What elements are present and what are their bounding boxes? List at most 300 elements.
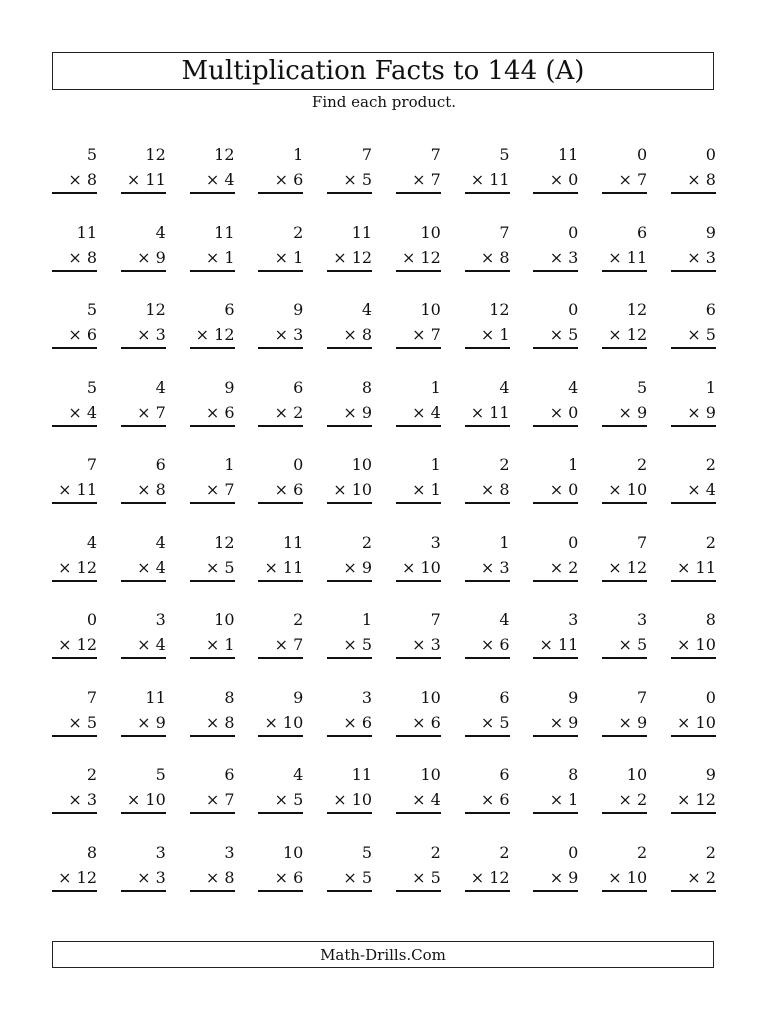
problem xyxy=(190,297,235,375)
multiplier: × 10 xyxy=(327,478,372,504)
problem xyxy=(396,375,441,453)
multiplier: × 12 xyxy=(602,556,647,582)
multiplier: × 0 xyxy=(533,168,578,194)
multiplicand: 4 xyxy=(499,610,510,629)
problem xyxy=(190,685,235,763)
multiplier: × 5 xyxy=(602,633,647,659)
multiplier: × 12 xyxy=(602,323,647,349)
multiplicand: 11 xyxy=(214,222,235,242)
multiplier: × 1 xyxy=(190,633,235,659)
multiplier: × 6 xyxy=(465,633,510,659)
problem xyxy=(671,840,716,918)
problem xyxy=(396,685,441,763)
multiplicand: 12 xyxy=(145,145,166,164)
multiplier: × 11 xyxy=(465,401,510,427)
multiplier: × 6 xyxy=(52,323,97,349)
problem-row xyxy=(52,142,716,220)
problem xyxy=(327,607,372,685)
multiplicand: 0 xyxy=(568,222,579,242)
multiplicand: 8 xyxy=(224,687,235,707)
problem xyxy=(327,220,372,298)
problem-row xyxy=(52,220,716,298)
multiplicand: 7 xyxy=(430,610,441,629)
multiplier: × 5 xyxy=(190,556,235,582)
multiplicand: 3 xyxy=(155,842,166,862)
problem xyxy=(671,375,716,453)
multiplicand: 0 xyxy=(568,532,579,552)
multiplicand: 5 xyxy=(86,377,97,397)
multiplicand: 6 xyxy=(155,455,166,474)
problem xyxy=(602,762,647,840)
multiplier: × 5 xyxy=(258,788,303,814)
multiplicand: 4 xyxy=(86,532,97,552)
multiplier: × 8 xyxy=(190,711,235,737)
multiplicand: 2 xyxy=(293,610,304,629)
multiplicand: 9 xyxy=(224,377,235,397)
multiplier: × 6 xyxy=(258,168,303,194)
multiplicand: 1 xyxy=(430,377,441,397)
multiplier: × 10 xyxy=(671,633,716,659)
multiplicand: 10 xyxy=(214,610,235,629)
multiplier: × 11 xyxy=(465,168,510,194)
multiplicand: 8 xyxy=(361,377,373,397)
multiplicand: 6 xyxy=(224,300,235,319)
multiplicand: 6 xyxy=(293,377,304,397)
multiplier: × 11 xyxy=(52,478,97,504)
problem xyxy=(602,297,647,375)
problem xyxy=(52,685,97,763)
problem xyxy=(465,607,510,685)
problem xyxy=(258,685,303,763)
multiplier: × 6 xyxy=(190,401,235,427)
multiplicand: 10 xyxy=(420,222,441,242)
problem xyxy=(121,840,166,918)
multiplicand: 0 xyxy=(293,455,304,474)
multiplicand: 0 xyxy=(636,145,648,164)
multiplier: × 9 xyxy=(327,401,372,427)
multiplier: × 6 xyxy=(258,866,303,892)
multiplicand: 2 xyxy=(705,532,716,552)
problem xyxy=(396,452,441,530)
worksheet-title-text: Multiplication Facts to 144 (A) xyxy=(181,56,585,86)
multiplicand: 1 xyxy=(293,145,304,164)
multiplier: × 5 xyxy=(671,323,716,349)
problem-row xyxy=(52,762,716,840)
multiplier: × 3 xyxy=(258,323,303,349)
multiplicand: 10 xyxy=(351,455,373,474)
problem xyxy=(533,840,578,918)
problem xyxy=(258,762,303,840)
multiplier: × 7 xyxy=(190,788,235,814)
multiplicand: 1 xyxy=(430,455,441,474)
multiplier: × 10 xyxy=(602,478,647,504)
multiplicand: 9 xyxy=(568,687,579,707)
multiplicand: 9 xyxy=(293,687,304,707)
multiplicand: 0 xyxy=(568,842,579,862)
multiplier: × 12 xyxy=(52,633,97,659)
problem xyxy=(465,685,510,763)
multiplier: × 1 xyxy=(190,246,235,272)
multiplicand: 12 xyxy=(489,300,510,319)
problem xyxy=(396,762,441,840)
multiplicand: 1 xyxy=(705,377,716,397)
multiplier: × 5 xyxy=(327,633,372,659)
problem xyxy=(465,220,510,298)
multiplier: × 8 xyxy=(465,246,510,272)
problem xyxy=(671,297,716,375)
problem xyxy=(327,375,372,453)
problem xyxy=(52,375,97,453)
multiplicand: 6 xyxy=(499,765,510,784)
problem xyxy=(465,297,510,375)
multiplicand: 0 xyxy=(86,610,97,629)
problem xyxy=(533,452,578,530)
problem xyxy=(533,762,578,840)
problem xyxy=(671,530,716,608)
problem xyxy=(52,607,97,685)
multiplicand: 7 xyxy=(430,145,441,164)
multiplicand: 7 xyxy=(86,455,97,474)
multiplicand: 7 xyxy=(499,222,510,242)
multiplicand: 10 xyxy=(282,842,304,862)
problem xyxy=(602,685,647,763)
multiplier: × 5 xyxy=(465,711,510,737)
multiplier: × 11 xyxy=(121,168,166,194)
multiplier: × 12 xyxy=(671,788,716,814)
multiplier: × 4 xyxy=(671,478,716,504)
problem xyxy=(327,142,372,220)
multiplier: × 3 xyxy=(121,866,166,892)
problem xyxy=(258,530,303,608)
multiplicand: 6 xyxy=(636,222,648,242)
problem xyxy=(602,530,647,608)
multiplier: × 9 xyxy=(121,246,166,272)
multiplicand: 8 xyxy=(86,842,97,862)
problem xyxy=(671,607,716,685)
multiplicand: 12 xyxy=(626,300,648,319)
problem xyxy=(121,762,166,840)
footer-text: Math-Drills.Com xyxy=(320,945,446,964)
problem xyxy=(258,452,303,530)
multiplier: × 7 xyxy=(121,401,166,427)
multiplicand: 2 xyxy=(705,842,716,862)
multiplicand: 8 xyxy=(705,610,716,629)
multiplicand: 2 xyxy=(430,842,441,862)
multiplicand: 10 xyxy=(420,765,441,784)
problem xyxy=(258,297,303,375)
multiplicand: 4 xyxy=(155,222,166,242)
multiplicand: 5 xyxy=(86,145,97,164)
multiplier: × 9 xyxy=(121,711,166,737)
problem xyxy=(533,607,578,685)
multiplicand: 8 xyxy=(568,765,579,784)
problem xyxy=(327,762,372,840)
multiplicand: 12 xyxy=(214,145,235,164)
problem xyxy=(465,375,510,453)
problem xyxy=(52,142,97,220)
multiplicand: 11 xyxy=(351,222,373,242)
multiplier: × 6 xyxy=(327,711,372,737)
multiplier: × 4 xyxy=(396,788,441,814)
problem xyxy=(121,685,166,763)
problem xyxy=(533,297,578,375)
problem xyxy=(190,220,235,298)
multiplicand: 3 xyxy=(361,687,373,707)
multiplier: × 5 xyxy=(52,711,97,737)
multiplier: × 5 xyxy=(396,866,441,892)
multiplier: × 6 xyxy=(465,788,510,814)
problem xyxy=(190,607,235,685)
problem xyxy=(52,762,97,840)
multiplier: × 12 xyxy=(327,246,372,272)
multiplier: × 2 xyxy=(602,788,647,814)
problem-grid xyxy=(52,142,716,917)
multiplicand: 5 xyxy=(361,842,373,862)
problem xyxy=(258,607,303,685)
problem xyxy=(602,220,647,298)
multiplier: × 6 xyxy=(258,478,303,504)
multiplicand: 12 xyxy=(214,532,235,552)
problem xyxy=(327,452,372,530)
multiplicand: 3 xyxy=(224,842,235,862)
multiplicand: 2 xyxy=(499,455,510,474)
problem xyxy=(465,452,510,530)
problem xyxy=(121,297,166,375)
multiplicand: 10 xyxy=(420,687,441,707)
problem-row xyxy=(52,452,716,530)
multiplier: × 9 xyxy=(327,556,372,582)
multiplicand: 5 xyxy=(86,300,97,319)
problem xyxy=(533,220,578,298)
multiplicand: 7 xyxy=(636,532,648,552)
multiplicand: 10 xyxy=(626,765,648,784)
multiplicand: 9 xyxy=(705,765,716,784)
multiplier: × 0 xyxy=(533,401,578,427)
problem-row xyxy=(52,375,716,453)
multiplicand: 9 xyxy=(293,300,304,319)
problem xyxy=(602,452,647,530)
multiplier: × 9 xyxy=(533,711,578,737)
multiplicand: 2 xyxy=(361,532,373,552)
multiplier: × 9 xyxy=(602,711,647,737)
problem xyxy=(52,220,97,298)
problem xyxy=(396,530,441,608)
problem xyxy=(602,607,647,685)
problem xyxy=(121,452,166,530)
multiplicand: 12 xyxy=(145,300,166,319)
problem xyxy=(327,297,372,375)
multiplier: × 8 xyxy=(465,478,510,504)
multiplier: × 5 xyxy=(533,323,578,349)
multiplicand: 1 xyxy=(568,455,579,474)
problem xyxy=(465,530,510,608)
multiplier: × 1 xyxy=(258,246,303,272)
multiplier: × 4 xyxy=(52,401,97,427)
multiplicand: 4 xyxy=(361,300,373,319)
multiplier: × 5 xyxy=(327,866,372,892)
multiplier: × 1 xyxy=(533,788,578,814)
problem-row xyxy=(52,530,716,608)
multiplier: × 10 xyxy=(258,711,303,737)
problem xyxy=(190,840,235,918)
problem xyxy=(52,530,97,608)
problem xyxy=(121,142,166,220)
multiplier: × 7 xyxy=(396,168,441,194)
problem xyxy=(671,685,716,763)
multiplier: × 2 xyxy=(533,556,578,582)
multiplicand: 0 xyxy=(568,300,579,319)
multiplicand: 4 xyxy=(568,377,579,397)
multiplier: × 10 xyxy=(327,788,372,814)
problem xyxy=(121,375,166,453)
multiplier: × 8 xyxy=(52,246,97,272)
multiplicand: 11 xyxy=(558,145,579,164)
problem xyxy=(671,452,716,530)
multiplicand: 0 xyxy=(705,687,716,707)
multiplicand: 1 xyxy=(361,610,373,629)
problem xyxy=(258,840,303,918)
multiplicand: 2 xyxy=(636,842,648,862)
problem xyxy=(533,685,578,763)
multiplier: × 12 xyxy=(52,556,97,582)
multiplier: × 4 xyxy=(190,168,235,194)
multiplier: × 10 xyxy=(602,866,647,892)
problem xyxy=(602,142,647,220)
multiplier: × 2 xyxy=(258,401,303,427)
multiplier: × 9 xyxy=(533,866,578,892)
multiplier: × 3 xyxy=(671,246,716,272)
multiplier: × 7 xyxy=(396,323,441,349)
multiplicand: 11 xyxy=(351,765,373,784)
problem xyxy=(190,142,235,220)
multiplicand: 1 xyxy=(499,532,510,552)
problem xyxy=(258,142,303,220)
problem xyxy=(190,452,235,530)
multiplier: × 10 xyxy=(671,711,716,737)
multiplicand: 7 xyxy=(636,687,648,707)
multiplicand: 2 xyxy=(705,455,716,474)
multiplier: × 7 xyxy=(190,478,235,504)
multiplier: × 6 xyxy=(396,711,441,737)
multiplier: × 12 xyxy=(52,866,97,892)
multiplier: × 7 xyxy=(602,168,647,194)
multiplicand: 2 xyxy=(499,842,510,862)
multiplier: × 1 xyxy=(396,478,441,504)
multiplier: × 1 xyxy=(465,323,510,349)
multiplicand: 11 xyxy=(282,532,304,552)
problem xyxy=(327,840,372,918)
multiplier: × 3 xyxy=(52,788,97,814)
multiplicand: 11 xyxy=(145,687,166,707)
problem xyxy=(258,375,303,453)
multiplier: × 11 xyxy=(258,556,303,582)
multiplicand: 3 xyxy=(430,532,441,552)
multiplier: × 11 xyxy=(602,246,647,272)
problem-row xyxy=(52,297,716,375)
multiplier: × 11 xyxy=(533,633,578,659)
multiplicand: 4 xyxy=(155,377,166,397)
problem xyxy=(190,530,235,608)
multiplicand: 9 xyxy=(705,222,716,242)
multiplier: × 3 xyxy=(121,323,166,349)
problem xyxy=(533,142,578,220)
problem xyxy=(190,762,235,840)
multiplicand: 10 xyxy=(420,300,441,319)
multiplicand: 11 xyxy=(76,222,97,242)
problem xyxy=(465,840,510,918)
multiplicand: 2 xyxy=(293,222,304,242)
multiplier: × 8 xyxy=(190,866,235,892)
multiplier: × 9 xyxy=(671,401,716,427)
multiplier: × 8 xyxy=(121,478,166,504)
problem xyxy=(327,530,372,608)
problem xyxy=(396,297,441,375)
problem xyxy=(602,375,647,453)
problem xyxy=(671,762,716,840)
multiplicand: 4 xyxy=(155,532,166,552)
multiplier: × 4 xyxy=(121,633,166,659)
problem xyxy=(396,607,441,685)
multiplier: × 10 xyxy=(396,556,441,582)
problem xyxy=(671,220,716,298)
multiplicand: 2 xyxy=(636,455,648,474)
multiplier: × 8 xyxy=(671,168,716,194)
multiplier: × 11 xyxy=(671,556,716,582)
problem xyxy=(533,375,578,453)
footer xyxy=(52,941,714,968)
problem xyxy=(465,142,510,220)
problem xyxy=(121,220,166,298)
problem xyxy=(327,685,372,763)
problem xyxy=(52,840,97,918)
problem xyxy=(52,452,97,530)
multiplicand: 2 xyxy=(86,765,97,784)
problem xyxy=(396,220,441,298)
multiplier: × 9 xyxy=(602,401,647,427)
multiplier: × 2 xyxy=(671,866,716,892)
multiplier: × 12 xyxy=(396,246,441,272)
problem xyxy=(602,840,647,918)
multiplier: × 8 xyxy=(52,168,97,194)
problem xyxy=(52,297,97,375)
worksheet-title xyxy=(52,52,714,90)
multiplicand: 6 xyxy=(224,765,235,784)
multiplicand: 3 xyxy=(155,610,166,629)
multiplier: × 3 xyxy=(533,246,578,272)
multiplier: × 3 xyxy=(465,556,510,582)
multiplier: × 7 xyxy=(258,633,303,659)
multiplicand: 7 xyxy=(86,687,97,707)
problem xyxy=(396,142,441,220)
multiplicand: 1 xyxy=(224,455,235,474)
problem-row xyxy=(52,685,716,763)
instructions: Find each product. xyxy=(311,93,457,111)
multiplier: × 3 xyxy=(396,633,441,659)
problem-row xyxy=(52,607,716,685)
problem xyxy=(190,375,235,453)
multiplier: × 0 xyxy=(533,478,578,504)
problem xyxy=(121,530,166,608)
problem xyxy=(533,530,578,608)
problem xyxy=(121,607,166,685)
multiplier: × 12 xyxy=(465,866,510,892)
multiplicand: 5 xyxy=(636,377,648,397)
multiplicand: 4 xyxy=(293,765,304,784)
multiplicand: 7 xyxy=(361,145,373,164)
multiplicand: 6 xyxy=(705,300,716,319)
multiplicand: 3 xyxy=(568,610,579,629)
problem xyxy=(258,220,303,298)
